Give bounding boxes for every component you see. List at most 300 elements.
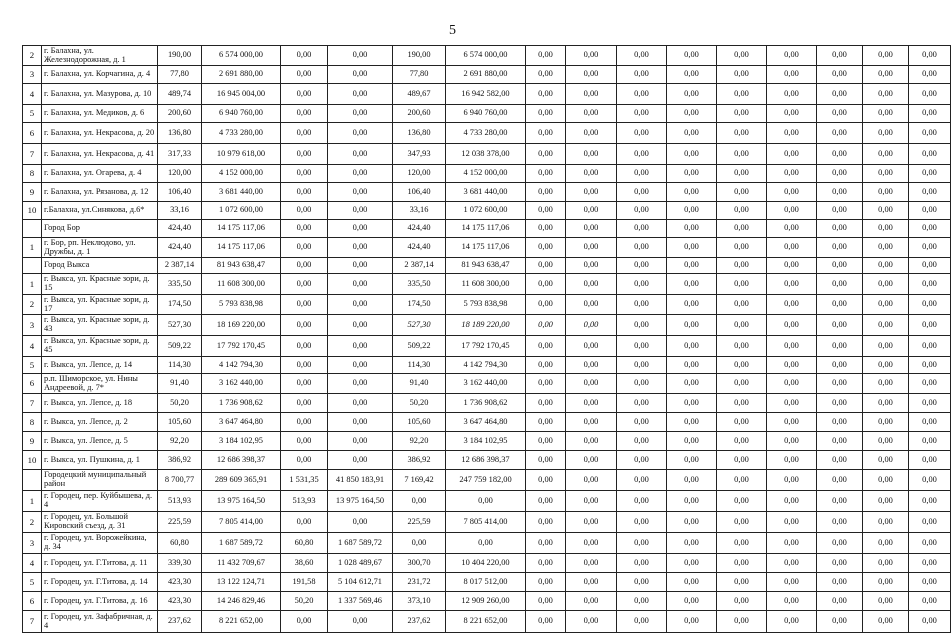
value-cell: 0,00 <box>909 573 951 592</box>
value-cell: 174,50 <box>158 295 202 315</box>
value-cell: 0,00 <box>817 592 863 611</box>
value-cell: 4 152 000,00 <box>446 165 526 183</box>
value-cell: 0,00 <box>566 238 617 258</box>
value-cell: 231,72 <box>393 573 446 592</box>
value-cell: 0,00 <box>281 315 328 336</box>
address-cell: г. Городец, ул. Г.Титова, д. 16 <box>42 592 158 611</box>
value-cell: 0,00 <box>817 46 863 66</box>
address-cell: г.Балахна, ул.Синякова, д.6* <box>42 202 158 220</box>
value-cell: 0,00 <box>909 105 951 123</box>
value-cell: 106,40 <box>158 183 202 202</box>
value-cell: 0,00 <box>717 374 767 394</box>
value-cell: 0,00 <box>909 512 951 533</box>
value-cell: 0,00 <box>767 258 817 274</box>
value-cell: 0,00 <box>817 183 863 202</box>
row-number: 7 <box>23 144 42 165</box>
value-cell: 0,00 <box>863 105 909 123</box>
value-cell: 424,40 <box>158 220 202 238</box>
value-cell: 0,00 <box>566 295 617 315</box>
value-cell: 105,60 <box>158 413 202 432</box>
value-cell: 0,00 <box>667 144 717 165</box>
address-cell: г. Городец, ул. Зафабричная, д. 4 <box>42 611 158 633</box>
value-cell: 13 975 164,50 <box>202 491 281 512</box>
row-number: 2 <box>23 512 42 533</box>
value-cell: 0,00 <box>566 413 617 432</box>
table-row <box>23 274 951 295</box>
value-cell: 424,40 <box>158 238 202 258</box>
value-cell: 8 700,77 <box>158 470 202 491</box>
value-cell: 0,00 <box>817 533 863 554</box>
value-cell: 0,00 <box>909 451 951 470</box>
value-cell: 0,00 <box>909 165 951 183</box>
value-cell: 0,00 <box>817 470 863 491</box>
value-cell: 0,00 <box>328 432 393 451</box>
value-cell: 0,00 <box>909 84 951 105</box>
value-cell: 0,00 <box>617 573 667 592</box>
value-cell: 14 175 117,06 <box>446 238 526 258</box>
value-cell: 0,00 <box>281 357 328 374</box>
value-cell: 0,00 <box>717 432 767 451</box>
value-cell: 0,00 <box>767 238 817 258</box>
value-cell: 77,80 <box>393 66 446 84</box>
value-cell: 0,00 <box>863 46 909 66</box>
row-number: 3 <box>23 315 42 336</box>
value-cell: 0,00 <box>717 611 767 633</box>
value-cell: 0,00 <box>617 165 667 183</box>
value-cell: 0,00 <box>281 512 328 533</box>
value-cell: 0,00 <box>817 573 863 592</box>
value-cell: 0,00 <box>717 105 767 123</box>
value-cell: 17 792 170,45 <box>202 336 281 357</box>
value-cell: 0,00 <box>767 451 817 470</box>
value-cell: 0,00 <box>566 512 617 533</box>
value-cell: 0,00 <box>566 144 617 165</box>
value-cell: 2 387,14 <box>393 258 446 274</box>
value-cell: 0,00 <box>667 295 717 315</box>
value-cell: 0,00 <box>617 202 667 220</box>
value-cell: 0,00 <box>817 554 863 573</box>
value-cell: 0,00 <box>566 491 617 512</box>
table-row <box>23 573 951 592</box>
value-cell: 0,00 <box>767 573 817 592</box>
value-cell: 0,00 <box>817 374 863 394</box>
value-cell: 0,00 <box>767 144 817 165</box>
value-cell: 0,00 <box>566 451 617 470</box>
value-cell: 0,00 <box>667 238 717 258</box>
value-cell: 339,30 <box>158 554 202 573</box>
address-cell: г. Выкса, ул. Красные зори, д. 15 <box>42 274 158 295</box>
value-cell: 0,00 <box>667 84 717 105</box>
value-cell: 0,00 <box>817 413 863 432</box>
value-cell: 91,40 <box>393 374 446 394</box>
value-cell: 424,40 <box>393 238 446 258</box>
table-row <box>23 592 951 611</box>
value-cell: 8 017 512,00 <box>446 573 526 592</box>
value-cell: 0,00 <box>863 165 909 183</box>
value-cell: 0,00 <box>767 336 817 357</box>
value-cell: 0,00 <box>617 123 667 144</box>
value-cell: 0,00 <box>526 105 566 123</box>
value-cell: 0,00 <box>863 554 909 573</box>
value-cell: 3 162 440,00 <box>202 374 281 394</box>
value-cell: 0,00 <box>717 554 767 573</box>
table-row <box>23 357 951 374</box>
value-cell: 0,00 <box>909 66 951 84</box>
value-cell: 0,00 <box>767 46 817 66</box>
value-cell: 237,62 <box>393 611 446 633</box>
value-cell: 489,74 <box>158 84 202 105</box>
value-cell: 0,00 <box>717 533 767 554</box>
value-cell: 0,00 <box>909 413 951 432</box>
value-cell: 0,00 <box>566 374 617 394</box>
value-cell: 0,00 <box>863 258 909 274</box>
value-cell: 0,00 <box>863 413 909 432</box>
value-cell: 0,00 <box>328 611 393 633</box>
value-cell: 0,00 <box>767 611 817 633</box>
value-cell: 0,00 <box>328 451 393 470</box>
value-cell: 136,80 <box>393 123 446 144</box>
value-cell: 0,00 <box>767 470 817 491</box>
address-cell: г. Выкса, ул. Красные зори, д. 45 <box>42 336 158 357</box>
value-cell: 4 733 280,00 <box>446 123 526 144</box>
address-cell: г. Бор, рп. Неклюдово, ул. Дружбы, д. 1 <box>42 238 158 258</box>
table-row <box>23 183 951 202</box>
value-cell: 0,00 <box>617 220 667 238</box>
value-cell: 0,00 <box>281 144 328 165</box>
value-cell: 0,00 <box>817 144 863 165</box>
value-cell: 1 687 589,72 <box>328 533 393 554</box>
value-cell: 0,00 <box>526 374 566 394</box>
value-cell: 317,33 <box>158 144 202 165</box>
address-cell: р.п. Шиморское, ул. Нины Андреевой, д. 7* <box>42 374 158 394</box>
value-cell: 0,00 <box>328 220 393 238</box>
value-cell: 0,00 <box>767 432 817 451</box>
value-cell: 0,00 <box>817 357 863 374</box>
value-cell: 0,00 <box>281 432 328 451</box>
value-cell: 0,00 <box>526 451 566 470</box>
table-row <box>23 144 951 165</box>
value-cell: 509,22 <box>393 336 446 357</box>
value-cell: 0,00 <box>667 573 717 592</box>
value-cell: 0,00 <box>667 592 717 611</box>
value-cell: 0,00 <box>526 533 566 554</box>
value-cell: 50,20 <box>393 394 446 413</box>
value-cell: 509,22 <box>158 336 202 357</box>
value-cell: 0,00 <box>863 470 909 491</box>
value-cell: 120,00 <box>158 165 202 183</box>
value-cell: 0,00 <box>717 592 767 611</box>
address-cell: г. Балахна, ул. Мазурова, д. 10 <box>42 84 158 105</box>
value-cell: 0,00 <box>617 611 667 633</box>
value-cell: 3 184 102,95 <box>202 432 281 451</box>
value-cell: 0,00 <box>566 432 617 451</box>
value-cell: 91,40 <box>158 374 202 394</box>
address-cell: г. Балахна, ул. Некрасова, д. 41 <box>42 144 158 165</box>
value-cell: 0,00 <box>281 238 328 258</box>
value-cell: 1 072 600,00 <box>202 202 281 220</box>
row-number: 7 <box>23 394 42 413</box>
row-number: 5 <box>23 357 42 374</box>
value-cell: 0,00 <box>566 105 617 123</box>
table-row <box>23 413 951 432</box>
table-row <box>23 202 951 220</box>
value-cell: 0,00 <box>328 84 393 105</box>
value-cell: 0,00 <box>717 258 767 274</box>
value-cell: 0,00 <box>566 554 617 573</box>
value-cell: 0,00 <box>281 165 328 183</box>
address-cell: г. Выкса, ул. Красные зори, д. 43 <box>42 315 158 336</box>
row-number: 1 <box>23 238 42 258</box>
table-row <box>23 315 951 336</box>
value-cell: 0,00 <box>767 295 817 315</box>
row-number <box>23 258 42 274</box>
address-cell: Городецкий муниципальный район <box>42 470 158 491</box>
value-cell: 489,67 <box>393 84 446 105</box>
value-cell: 0,00 <box>328 295 393 315</box>
value-cell: 0,00 <box>617 394 667 413</box>
value-cell: 3 162 440,00 <box>446 374 526 394</box>
table-row <box>23 374 951 394</box>
row-number: 10 <box>23 202 42 220</box>
value-cell: 0,00 <box>328 512 393 533</box>
value-cell: 105,60 <box>393 413 446 432</box>
value-cell: 0,00 <box>566 336 617 357</box>
value-cell: 0,00 <box>863 357 909 374</box>
value-cell: 0,00 <box>863 238 909 258</box>
value-cell: 8 221 652,00 <box>446 611 526 633</box>
value-cell: 0,00 <box>281 46 328 66</box>
row-number: 2 <box>23 46 42 66</box>
value-cell: 0,00 <box>667 315 717 336</box>
value-cell: 0,00 <box>863 573 909 592</box>
value-cell: 0,00 <box>526 84 566 105</box>
value-cell: 0,00 <box>328 123 393 144</box>
value-cell: 0,00 <box>526 274 566 295</box>
value-cell: 0,00 <box>767 413 817 432</box>
value-cell: 0,00 <box>526 220 566 238</box>
value-cell: 0,00 <box>281 611 328 633</box>
value-cell: 0,00 <box>817 611 863 633</box>
address-cell: г. Балахна, ул. Некрасова, д. 20 <box>42 123 158 144</box>
row-number: 9 <box>23 432 42 451</box>
value-cell: 0,00 <box>767 84 817 105</box>
address-cell: Город Бор <box>42 220 158 238</box>
value-cell: 0,00 <box>817 394 863 413</box>
value-cell: 190,00 <box>393 46 446 66</box>
value-cell: 0,00 <box>717 413 767 432</box>
address-cell: г. Балахна, ул. Медиков, д. 6 <box>42 105 158 123</box>
value-cell: 0,00 <box>566 357 617 374</box>
value-cell: 0,00 <box>393 533 446 554</box>
value-cell: 225,59 <box>393 512 446 533</box>
value-cell: 289 609 365,91 <box>202 470 281 491</box>
value-cell: 77,80 <box>158 66 202 84</box>
value-cell: 0,00 <box>717 394 767 413</box>
value-cell: 0,00 <box>817 238 863 258</box>
value-cell: 0,00 <box>863 592 909 611</box>
value-cell: 0,00 <box>617 274 667 295</box>
value-cell: 0,00 <box>767 357 817 374</box>
value-cell: 92,20 <box>158 432 202 451</box>
value-cell: 0,00 <box>328 394 393 413</box>
value-cell: 14 175 117,06 <box>202 220 281 238</box>
value-cell: 0,00 <box>863 432 909 451</box>
value-cell: 0,00 <box>328 238 393 258</box>
value-cell: 0,00 <box>817 202 863 220</box>
value-cell: 0,00 <box>863 611 909 633</box>
value-cell: 0,00 <box>863 202 909 220</box>
value-cell: 0,00 <box>617 258 667 274</box>
value-cell: 0,00 <box>909 202 951 220</box>
value-cell: 335,50 <box>393 274 446 295</box>
value-cell: 0,00 <box>617 491 667 512</box>
value-cell: 0,00 <box>909 238 951 258</box>
value-cell: 0,00 <box>328 202 393 220</box>
value-cell: 0,00 <box>717 491 767 512</box>
value-cell: 0,00 <box>863 295 909 315</box>
value-cell: 0,00 <box>328 144 393 165</box>
address-cell: г. Выкса, ул. Лепсе, д. 5 <box>42 432 158 451</box>
value-cell: 0,00 <box>526 295 566 315</box>
value-cell: 0,00 <box>566 84 617 105</box>
value-cell: 50,20 <box>281 592 328 611</box>
address-cell: г. Городец, ул. Г.Титова, д. 14 <box>42 573 158 592</box>
value-cell: 0,00 <box>817 432 863 451</box>
table-row <box>23 611 951 633</box>
table-row <box>23 46 951 66</box>
row-number: 1 <box>23 491 42 512</box>
value-cell: 0,00 <box>767 533 817 554</box>
value-cell: 0,00 <box>667 374 717 394</box>
value-cell: 0,00 <box>667 220 717 238</box>
value-cell: 0,00 <box>281 451 328 470</box>
value-cell: 0,00 <box>667 105 717 123</box>
table-row <box>23 512 951 533</box>
value-cell: 50,20 <box>158 394 202 413</box>
value-cell: 106,40 <box>393 183 446 202</box>
value-cell: 0,00 <box>281 336 328 357</box>
table-row <box>23 295 951 315</box>
value-cell: 0,00 <box>909 123 951 144</box>
value-cell: 191,58 <box>281 573 328 592</box>
value-cell: 0,00 <box>328 165 393 183</box>
address-cell: г. Выкса, ул. Пушкина, д. 1 <box>42 451 158 470</box>
value-cell: 0,00 <box>717 84 767 105</box>
value-cell: 0,00 <box>617 183 667 202</box>
value-cell: 16 945 004,00 <box>202 84 281 105</box>
value-cell: 0,00 <box>717 357 767 374</box>
value-cell: 0,00 <box>328 374 393 394</box>
value-cell: 0,00 <box>566 315 617 336</box>
value-cell: 0,00 <box>667 554 717 573</box>
value-cell: 2 691 880,00 <box>202 66 281 84</box>
row-number: 3 <box>23 533 42 554</box>
value-cell: 0,00 <box>667 165 717 183</box>
value-cell: 5 793 838,98 <box>202 295 281 315</box>
value-cell: 225,59 <box>158 512 202 533</box>
value-cell: 0,00 <box>717 315 767 336</box>
value-cell: 12 686 398,37 <box>202 451 281 470</box>
value-cell: 0,00 <box>526 315 566 336</box>
row-number: 6 <box>23 592 42 611</box>
value-cell: 386,92 <box>158 451 202 470</box>
value-cell: 60,80 <box>281 533 328 554</box>
value-cell: 0,00 <box>817 258 863 274</box>
value-cell: 0,00 <box>863 183 909 202</box>
row-number: 8 <box>23 165 42 183</box>
value-cell: 4 733 280,00 <box>202 123 281 144</box>
value-cell: 114,30 <box>158 357 202 374</box>
row-number: 5 <box>23 573 42 592</box>
address-cell: г. Городец, ул. Большой Кировский съезд, д. 31 <box>42 512 158 533</box>
value-cell: 0,00 <box>717 183 767 202</box>
value-cell: 0,00 <box>667 357 717 374</box>
value-cell: 0,00 <box>281 123 328 144</box>
value-cell: 92,20 <box>393 432 446 451</box>
value-cell: 0,00 <box>767 220 817 238</box>
housing-program-table <box>22 45 951 633</box>
value-cell: 3 184 102,95 <box>446 432 526 451</box>
value-cell: 0,00 <box>717 220 767 238</box>
value-cell: 0,00 <box>566 274 617 295</box>
value-cell: 0,00 <box>667 183 717 202</box>
value-cell: 0,00 <box>817 66 863 84</box>
value-cell: 0,00 <box>717 336 767 357</box>
value-cell: 0,00 <box>767 374 817 394</box>
address-cell: г. Выкса, ул. Лепсе, д. 14 <box>42 357 158 374</box>
value-cell: 0,00 <box>566 220 617 238</box>
value-cell: 81 943 638,47 <box>202 258 281 274</box>
value-cell: 0,00 <box>526 470 566 491</box>
value-cell: 0,00 <box>717 274 767 295</box>
value-cell: 3 681 440,00 <box>446 183 526 202</box>
value-cell: 0,00 <box>667 66 717 84</box>
address-cell: г. Городец, ул. Ворожейкина, д. 34 <box>42 533 158 554</box>
address-cell: г. Балахна, ул. Корчагина, д. 4 <box>42 66 158 84</box>
value-cell: 0,00 <box>526 123 566 144</box>
table-row <box>23 220 951 238</box>
value-cell: 0,00 <box>526 144 566 165</box>
value-cell: 0,00 <box>566 165 617 183</box>
value-cell: 0,00 <box>667 491 717 512</box>
value-cell: 0,00 <box>617 105 667 123</box>
value-cell: 0,00 <box>281 295 328 315</box>
value-cell: 0,00 <box>817 165 863 183</box>
value-cell: 0,00 <box>817 512 863 533</box>
value-cell: 0,00 <box>909 220 951 238</box>
row-number: 8 <box>23 413 42 432</box>
value-cell: 0,00 <box>767 105 817 123</box>
value-cell: 0,00 <box>909 432 951 451</box>
value-cell: 0,00 <box>817 336 863 357</box>
value-cell: 5 104 612,71 <box>328 573 393 592</box>
row-number: 10 <box>23 451 42 470</box>
value-cell: 0,00 <box>281 258 328 274</box>
value-cell: 0,00 <box>863 315 909 336</box>
value-cell: 0,00 <box>767 315 817 336</box>
value-cell: 423,30 <box>158 592 202 611</box>
row-number: 1 <box>23 274 42 295</box>
value-cell: 0,00 <box>717 451 767 470</box>
value-cell: 0,00 <box>617 357 667 374</box>
value-cell: 1 337 569,46 <box>328 592 393 611</box>
value-cell: 0,00 <box>328 413 393 432</box>
address-cell: г. Балахна, ул. Железнодорожная, д. 1 <box>42 46 158 66</box>
value-cell: 6 574 000,00 <box>202 46 281 66</box>
value-cell: 200,60 <box>158 105 202 123</box>
value-cell: 0,00 <box>909 274 951 295</box>
value-cell: 0,00 <box>566 533 617 554</box>
